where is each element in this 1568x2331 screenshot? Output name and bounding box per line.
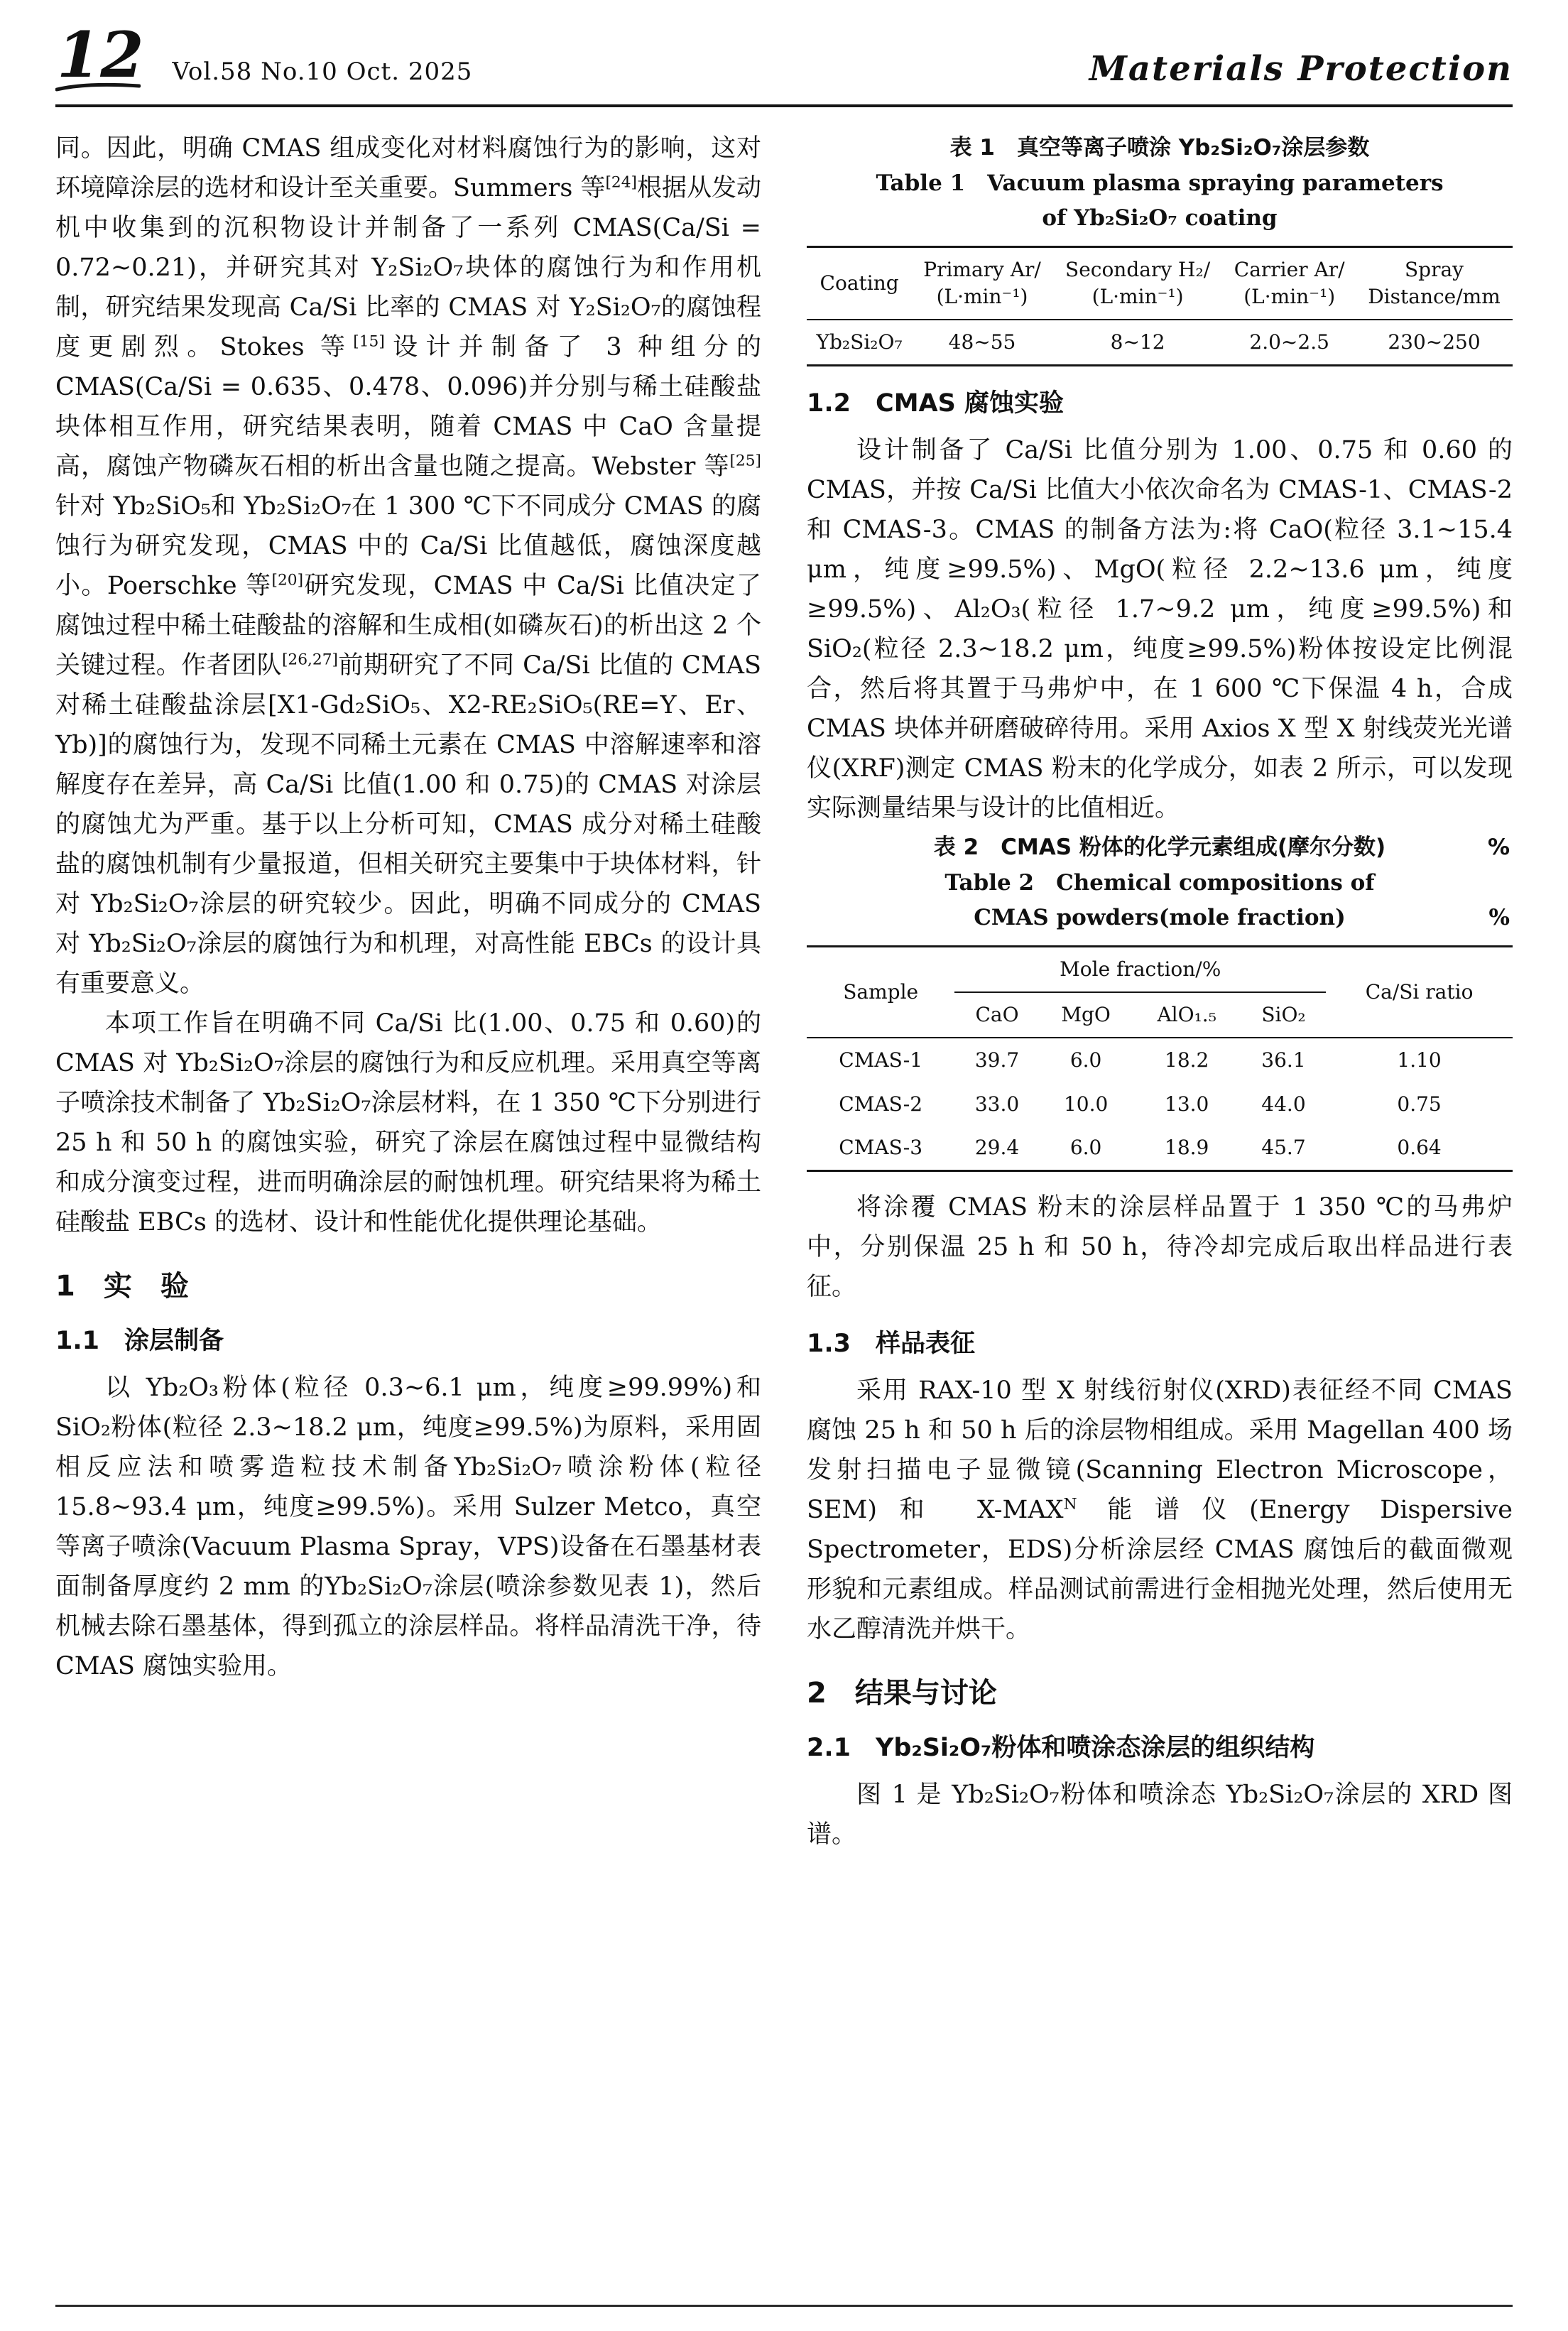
table1-header-text: Carrier Ar/ <box>1234 258 1345 282</box>
table2-col-ca-si-ratio: Ca/Si ratio <box>1365 980 1474 1004</box>
section-heading-experiment: 1 实 验 <box>55 1269 189 1303</box>
subsection-heading-microstructure: 2.1 Yb₂Si₂O₇粉体和喷涂态涂层的组织结构 <box>807 1734 1315 1763</box>
table-2-cmas-compositions <box>807 945 1513 1172</box>
table1-cell-spray-distance: 230~250 <box>1388 330 1481 354</box>
table2-cell-ratio: 0.75 <box>1397 1092 1442 1116</box>
table1-header-unit: (L·min⁻¹) <box>1243 285 1336 309</box>
table1-caption-en-line1: Table 1 Vacuum plasma spraying parameters <box>876 170 1444 197</box>
table1-header-text: Primary Ar/ <box>923 258 1041 282</box>
two-column-body <box>55 129 1513 1854</box>
table2-cell-sio2: 44.0 <box>1261 1092 1306 1116</box>
table1-body <box>807 320 1513 365</box>
left-column <box>55 129 761 1854</box>
table2-subcol-sio2: SiO₂ <box>1261 1002 1306 1026</box>
table2-cell-cao: 39.7 <box>974 1048 1020 1072</box>
table1-col-coating <box>807 247 912 320</box>
table-1-spray-parameters <box>807 246 1513 366</box>
table2-body <box>807 1038 1513 1171</box>
section-heading-results: 2 结果与讨论 <box>807 1677 997 1710</box>
table2-col-sample: Sample <box>843 980 919 1004</box>
subsection-heading-cmas-corrosion: 1.2 CMAS 腐蚀实验 <box>807 388 1064 418</box>
table2-cell-alo: 18.2 <box>1165 1048 1209 1072</box>
table2-caption-zh-text: 表 2 CMAS 粉体的化学元素组成(摩尔分数) <box>933 834 1386 860</box>
table1-cell-primary-ar: 48~55 <box>948 330 1016 354</box>
table2-cell-sample: CMAS-1 <box>839 1048 923 1072</box>
table1-header <box>807 247 1513 320</box>
table2-cell-sample: CMAS-2 <box>839 1092 923 1116</box>
table2-subcol-mgo: MgO <box>1061 1002 1111 1026</box>
table2-cell-alo: 18.9 <box>1165 1136 1209 1160</box>
paragraph-overview: 本项工作旨在明确不同 Ca/Si 比(1.00、0.75 和 0.60)的 CMAS 对 Yb₂Si₂O₇涂层的腐蚀行为和反应机理。采用真空等离子喷涂技术制备了 Yb₂Si₂O₇涂层材料，在 1 350 ℃下分别进行 25 h 和 50 h 的腐蚀实验，研究了涂层在腐蚀过程中显微结构和成分演变过程，进而明确涂层的耐蚀机理。研究结果将为稀土硅酸盐 EBCs 的选材、设计和性能优化提供理论基础。 <box>55 1009 761 1237</box>
paragraph-heat-treatment: 将涂覆 CMAS 粉末的涂层样品置于 1 350 ℃的马弗炉中，分别保温 25 h 和 50 h，待冷却完成后取出样品进行表征。 <box>807 1193 1513 1302</box>
table2-col-mole-fraction: Mole fraction/% <box>954 947 1326 992</box>
table1-cell-coating: Yb₂Si₂O₇ <box>816 330 903 354</box>
table-row <box>807 1082 1513 1126</box>
journal-name: Materials Protection <box>1089 48 1513 89</box>
table-row <box>807 1038 1513 1082</box>
page-number: 12 <box>57 18 144 92</box>
table1-header-unit: Distance/mm <box>1368 285 1501 309</box>
paragraph-continuation: 同。因此，明确 CMAS 组成变化对材料腐蚀行为的影响，这对环境障涂层的选材和设计至关重要。Summers 等[24]根据从发动机中收集到的沉积物设计并制备了一系列 CMAS(Ca/Si = 0.72~0.21)，并研究其对 Y₂Si₂O₇块体的腐蚀行为和作用机制，研究结果发现高 Ca/Si 比率的 CMAS 对 Y₂Si₂O₇的腐蚀程度更剧烈。Stokes 等[15]设计并制备了 3 种组分的 CMAS(Ca/Si = 0.635、0.478、0.096)并分别与稀土硅酸盐块体相互作用，研究结果表明，随着 CMAS 中 CaO 含量提高，腐蚀产物磷灰石相的析出含量也随之提高。Webster 等[25]针对 Yb₂SiO₅和 Yb₂Si₂O₇在 1 300 ℃下不同成分 CMAS 的腐蚀行为研究发现，CMAS 中的 Ca/Si 比值越低，腐蚀深度越小。Poerschke 等[20]研究发现，CMAS 中 Ca/Si 比值决定了腐蚀过程中稀土硅酸盐的溶解和生成相(如磷灰石)的析出这 2 个关键过程。作者团队[26,27]前期研究了不同 Ca/Si 比值的 CMAS 对稀土硅酸盐涂层[X1-Gd₂SiO₅、X2-RE₂SiO₅(RE=Y、Er、Yb)]的腐蚀行为，发现不同稀土元素在 CMAS 中溶解速率和溶解度存在差异，高 Ca/Si 比值(1.00 和 0.75)的 CMAS 对涂层的腐蚀尤为严重。基于以上分析可知，CMAS 成分对稀土硅酸盐的腐蚀机制有少量报道，但相关研究主要集中于块体材料，针对 Yb₂Si₂O₇涂层的研究较少。因此，明确不同成分的 CMAS 对 Yb₂Si₂O₇涂层的腐蚀行为和机理，对高性能 EBCs 的设计具有重要意义。 <box>55 134 761 998</box>
subsection-heading-coating-prep: 1.1 涂层制备 <box>55 1326 224 1355</box>
table2-subcol-cao: CaO <box>975 1002 1019 1026</box>
table2-cell-alo: 13.0 <box>1165 1092 1209 1116</box>
table2-cell-ratio: 1.10 <box>1397 1048 1442 1072</box>
table-row <box>807 1126 1513 1170</box>
table1-header-text: Coating <box>820 271 899 295</box>
table2-header <box>807 947 1513 1038</box>
table1-col-secondary-h2 <box>1052 247 1224 320</box>
table1-col-primary-ar <box>912 247 1052 320</box>
subsection-heading-characterization: 1.3 样品表征 <box>807 1330 976 1359</box>
table1-header-text: Spray <box>1405 258 1464 282</box>
table2-caption-zh-unit: % <box>1487 834 1510 860</box>
page-number-logo <box>55 18 151 92</box>
table1-header-unit: (L·min⁻¹) <box>1091 285 1184 309</box>
paragraph-coating-prep: 以 Yb₂O₃粉体(粒径 0.3~6.1 μm，纯度≥99.99%)和 SiO₂粉体(粒径 2.3~18.2 μm，纯度≥99.5%)为原料，采用固相反应法和喷雾造粒技术制备Yb₂Si₂O₇喷涂粉体(粒径 15.8~93.4 μm，纯度≥99.5%)。采用 Sulzer Metco，真空等离子喷涂(Vacuum Plasma Spray，VPS)设备在石墨基材表面制备厚度约 2 mm 的Yb₂Si₂O₇涂层(喷涂参数见表 1)，然后机械去除石墨基体，得到孤立的涂层样品。将样品清洗干净，待 CMAS 腐蚀实验用。 <box>55 1373 761 1680</box>
footer-rule <box>55 2305 1513 2307</box>
table1-col-carrier-ar <box>1223 247 1356 320</box>
right-column <box>807 129 1513 1854</box>
paragraph-cmas-preparation: 设计制备了 Ca/Si 比值分别为 1.00、0.75 和 0.60 的 CMAS，并按 Ca/Si 比值大小依次命名为 CMAS-1、CMAS-2 和 CMAS-3。CMAS 的制备方法为:将 CaO(粒径 3.1~15.4 μm，纯度≥99.5%)、MgO(粒径 2.2~13.6 μm，纯度≥99.5%)、Al₂O₃(粒径 1.7~9.2 μm，纯度≥99.5%)和 SiO₂(粒径 2.3~18.2 μm，纯度≥99.5%)粉体按设定比例混合，然后将其置于马弗炉中，在 1 600 ℃下保温 4 h，合成 CMAS 块体并研磨破碎待用。采用 Axios X 型 X 射线荧光光谱仪(XRF)测定 CMAS 粉末的化学成分，如表 2 所示，可以发现实际测量结果与设计的比值相近。 <box>807 435 1513 822</box>
table-row <box>807 320 1513 365</box>
table2-cell-mgo: 10.0 <box>1063 1092 1109 1116</box>
table2-cell-sample: CMAS-3 <box>839 1136 923 1160</box>
table1-caption-en-line2: of Yb₂Si₂O₇ coating <box>1042 205 1278 231</box>
table1-cell-carrier-ar: 2.0~2.5 <box>1249 330 1329 354</box>
table2-cell-ratio: 0.64 <box>1397 1136 1442 1160</box>
table2-cell-sio2: 36.1 <box>1261 1048 1306 1072</box>
table2-caption-en-line2 <box>807 901 1513 935</box>
paragraph-xrd-intro: 图 1 是 Yb₂Si₂O₇粉体和喷涂态 Yb₂Si₂O₇涂层的 XRD 图谱。 <box>807 1781 1513 1849</box>
table1-cell-secondary-h2: 8~12 <box>1110 330 1165 354</box>
table2-cell-mgo: 6.0 <box>1069 1136 1102 1160</box>
table1-header-row <box>807 247 1513 320</box>
table2-cell-cao: 33.0 <box>974 1092 1020 1116</box>
table1-caption-zh: 表 1 真空等离子喷涂 Yb₂Si₂O₇涂层参数 <box>949 134 1370 161</box>
table2-cell-sio2: 45.7 <box>1261 1136 1306 1160</box>
table2-cell-mgo: 6.0 <box>1069 1048 1102 1072</box>
issue-info: Vol.58 No.10 Oct. 2025 <box>172 57 473 86</box>
page-header <box>55 18 1513 107</box>
table2-subcol-alo: AlO₁.₅ <box>1157 1002 1216 1026</box>
table1-header-unit: (L·min⁻¹) <box>936 285 1028 309</box>
table1-col-spray-distance <box>1356 247 1513 320</box>
table2-caption-en-line1: Table 2 Chemical compositions of <box>944 870 1375 896</box>
header-left <box>55 18 473 92</box>
table1-header-text: Secondary H₂/ <box>1065 258 1211 282</box>
table2-cell-cao: 29.4 <box>974 1136 1020 1160</box>
table2-caption-zh <box>807 831 1513 864</box>
table2-caption-en-unit: % <box>1488 904 1510 930</box>
table2-header-row-1 <box>807 947 1513 992</box>
table2-caption-en-text: CMAS powders(mole fraction) <box>974 904 1346 930</box>
logo-underline-swash <box>55 82 141 92</box>
paragraph-characterization: 采用 RAX-10 型 X 射线衍射仪(XRD)表征经不同 CMAS 腐蚀 25 h 和 50 h 后的涂层物相组成。采用 Magellan 400 场发射扫描电子显微镜(Scanning Electron Microscope，SEM)和 $X-MAX^N$ 能谱仪(Energy Dispersive Spectrometer，EDS)分析涂层经 CMAS 腐蚀后的截面微观形貌和元素组成。样品测试前需进行金相抛光处理，然后使用无水乙醇清洗并烘干。 <box>807 1376 1513 1644</box>
